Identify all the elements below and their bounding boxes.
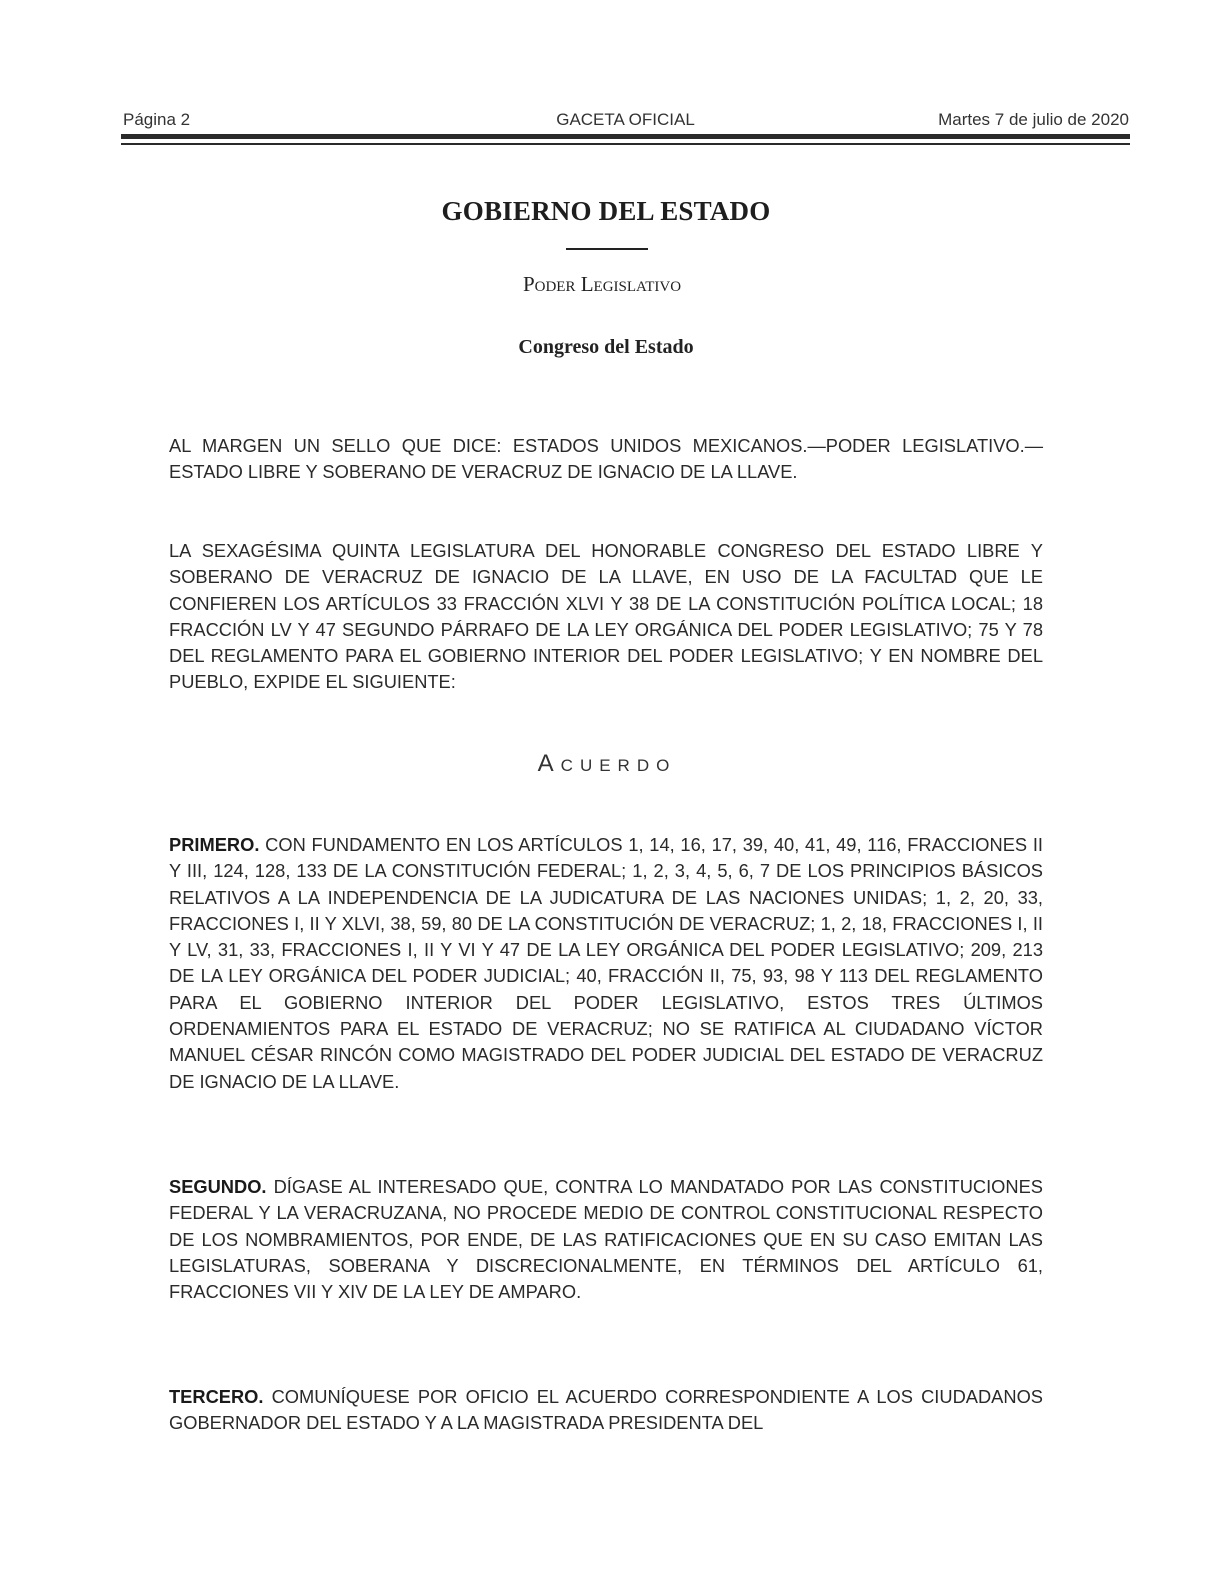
preamble: LA SEXAGÉSIMA QUINTA LEGISLATURA DEL HONORABLE CONGRESO DEL ESTADO LIBRE Y SOBERANO DE VERACRUZ DE IGNACIO DE LA LLAVE, EN USO DE LA FACULTAD QUE LE CONFIEREN LOS ARTÍCULOS 33 FRACCIÓN XLVI Y 38 DE LA CONSTITUCIÓN POLÍTICA LOCAL; 18 FRACCIÓN LV Y 47 SEGUNDO PÁRRAFO DE LA LEY ORGÁNICA DEL PODER LEGISLATIVO; 75 Y 78 DEL REGLAMENTO PARA EL GOBIERNO INTERIOR DEL PODER LEGISLATIVO; Y EN NOMBRE DEL PUEBLO, EXPIDE EL SIGUIENTE: [169,540,1043,693]
article-label: SEGUNDO. [169,1176,267,1197]
header-rule-thick [121,134,1130,139]
article-label: TERCERO. [169,1386,264,1407]
header-rule-thin [121,143,1130,145]
article-segundo [169,1174,1043,1305]
article-text: COMUNÍQUESE POR OFICIO EL ACUERDO CORRESPONDIENTE A LOS CIUDADANOS GOBERNADOR DEL ESTADO Y A LA MAGISTRADA PRESIDENTA DEL [169,1386,1043,1434]
page-header [121,108,1130,132]
article-text: DÍGASE AL INTERESADO QUE, CONTRA LO MANDATADO POR LAS CONSTITUCIONES FEDERAL Y LA VERACRUZANA, NO PROCEDE MEDIO DE CONTROL CONSTITUCIONAL RESPECTO DE LOS NOMBRAMIENTOS, POR ENDE, DE LAS RATIFICACIONES QUE EN SU CASO EMITAN LAS LEGISLATURAS, SOBERANA Y DISCRECIONALMENTE, EN TÉRMINOS DEL ARTÍCULO 61, FRACCIONES VII Y XIV DE LA LEY DE AMPARO. [169,1176,1043,1303]
publication-name: GACETA OFICIAL [556,110,695,129]
congress-subtitle: Congreso del Estado [518,336,694,358]
title-divider [566,248,648,250]
branch-subtitle: Poder Legislativo [522,272,682,296]
page-number: Página 2 [123,110,191,129]
acuerdo-heading: Acuerdo [537,750,677,777]
seal-note: AL MARGEN UN SELLO QUE DICE: ESTADOS UNIDOS MEXICANOS.—PODER LEGISLATIVO.—ESTADO LIBRE Y SOBERANO DE VERACRUZ DE IGNACIO DE LA LLAVE. [169,435,1043,483]
article-text: CON FUNDAMENTO EN LOS ARTÍCULOS 1, 14, 16, 17, 39, 40, 41, 49, 116, FRACCIONES II Y III, 124, 128, 133 DE LA CONSTITUCIÓN FEDERAL; 1, 2, 3, 4, 5, 6, 7 DE LOS PRINCIPIOS BÁSICOS RELATIVOS A LA INDEPENDENCIA DE LA JUDICATURA DE LAS NACIONES UNIDAS; 1, 2, 20, 33, FRACCIONES I, II Y XLVI, 38, 59, 80 DE LA CONSTITUCIÓN DE VERACRUZ; 1, 2, 18, FRACCIONES I, II Y LV, 31, 33, FRACCIONES I, II Y VI Y 47 DE LA LEY ORGÁNICA DEL PODER LEGISLATIVO; 209, 213 DE LA LEY ORGÁNICA DEL PODER JUDICIAL; 40, FRACCIÓN II, 75, 93, 98 Y 113 DEL REGLAMENTO PARA EL GOBIERNO INTERIOR DEL PODER LEGISLATIVO, ESTOS TRES ÚLTIMOS ORDENAMIENTOS PARA EL ESTADO DE VERACRUZ; NO SE RATIFICA AL CIUDADANO VÍCTOR MANUEL CÉSAR RINCÓN COMO MAGISTRADO DEL PODER JUDICIAL DEL ESTADO DE VERACRUZ DE IGNACIO DE LA LLAVE. [169,834,1044,1092]
article-tercero [169,1384,1043,1437]
article-primero [169,832,1043,1095]
article-label: PRIMERO. [169,834,260,855]
publication-date: Martes 7 de julio de 2020 [938,110,1129,129]
government-title: GOBIERNO DEL ESTADO [441,196,771,226]
